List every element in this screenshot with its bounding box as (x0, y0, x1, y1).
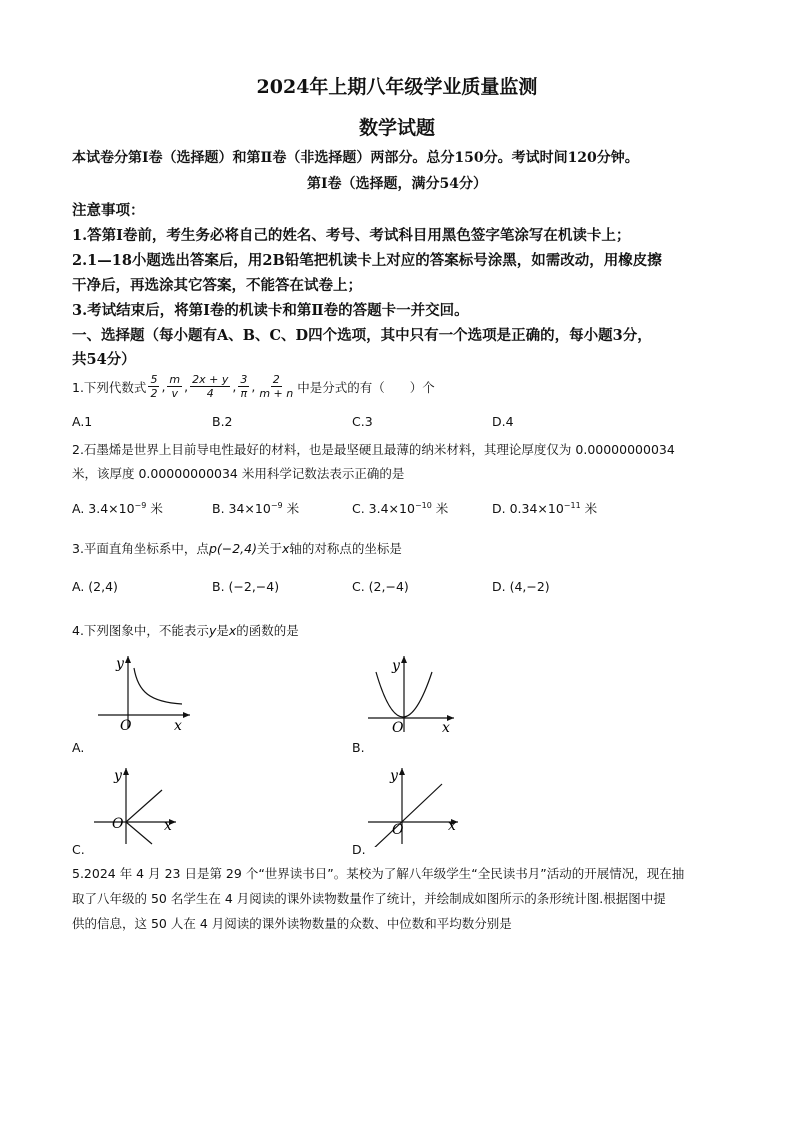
q2-line-2: 米，该厚度 0.00000000034 米用科学记数法表示正确的是 (72, 466, 405, 481)
q4-graph-c (90, 762, 180, 847)
section1-line1: 一、选择题（每小题有A、B、C、D四个选项，其中只有一个选项是正确的，每小题3分， (72, 327, 652, 344)
q1-option-b[interactable]: B.2 (212, 414, 233, 429)
q1-fraction-3: $\frac{2x + y}{4}$ (192, 373, 229, 400)
q1-option-a[interactable]: A.1 (72, 414, 93, 429)
svg-text:y: y (392, 658, 400, 674)
q2-line-1: 2.石墨烯是世界上目前导电性最好的材料，也是最坚硬且最薄的纳米材料，其理论厚度仅为 0.00000000034 (72, 442, 675, 457)
q4-option-c[interactable]: C. (72, 842, 85, 857)
question-1: 1.下列代数式 $\frac{5}{2}$ , $\frac{m}{v}$ , $\frac{2x + y}{4}$ , $\frac{3}{\pi}$ , $\frac{2}{m + n}$ 中是分式的有（ ）个 (72, 373, 435, 400)
exam-subject: 数学试题 (358, 117, 435, 139)
q4-graph-a (90, 650, 200, 735)
q3-option-d[interactable]: D. (4,−2) (492, 579, 550, 594)
q2-option-b[interactable]: B. $34\times 10^{-9}$ 米 (212, 500, 300, 516)
q2-option-d[interactable]: D. $0.34\times 10^{-11}$ 米 (492, 500, 598, 516)
part1-heading: 第Ⅰ卷（选择题，满分54分） (306, 176, 488, 192)
q4-option-a[interactable]: A. (72, 740, 85, 755)
svg-text:O: O (120, 718, 132, 734)
q2-option-c[interactable]: C. $3.4\times 10^{-10}$ 米 (352, 500, 449, 516)
note-2b: 干净后，再选涂其它答案，不能答在试卷上； (72, 277, 362, 294)
q5-line-1: 5.2024 年 4 月 23 日是第 29 个“世界读书日”。某校为了解八年级学生“全民读书月”活动的开展情况，现在抽 (72, 866, 685, 881)
q1-option-c[interactable]: C.3 (352, 414, 373, 429)
svg-text:x: x (442, 720, 450, 735)
q2-option-a[interactable]: A. $3.4\times 10^{-9}$ 米 (72, 500, 163, 516)
note-1: 1.答第Ⅰ卷前，考生务必将自己的姓名、考号、考试科目用黑色签字笔涂写在机读卡上； (72, 227, 631, 244)
q4-option-b[interactable]: B. (352, 740, 365, 755)
svg-text:y: y (114, 768, 122, 784)
q5-line-2: 取了八年级的 50 名学生在 4 月阅读的课外读物数量作了统计，并绘制成如图所示的条形统计图.根据图中提 (72, 891, 666, 906)
note-3: 3.考试结束后，将第Ⅰ卷的机读卡和第Ⅱ卷的答题卡一并交回。 (72, 302, 469, 319)
exam-title: 2024年上期八年级学业质量监测 (256, 76, 538, 98)
svg-text:O: O (392, 822, 404, 838)
note-2a: 2.1—18小题选出答案后，用2B铅笔把机读卡上对应的答案标号涂黑，如需改动，用橡皮擦 (72, 252, 662, 269)
section1-line2: 共54分） (72, 351, 136, 368)
svg-text:O: O (392, 720, 404, 735)
q3-point: p(−2,4) (208, 541, 257, 556)
question-3: 3.平面直角坐标系中，点p(−2,4)关于x轴的对称点的坐标是 (72, 541, 402, 556)
q4-graph-b (362, 650, 462, 735)
svg-text:O: O (112, 816, 124, 832)
svg-text:y: y (390, 768, 398, 784)
q3-option-c[interactable]: C. (2,−4) (352, 579, 409, 594)
q1-fraction-2: $\frac{m}{v}$ (169, 373, 181, 400)
q1-suffix: 中是分式的有（ ）个 (297, 379, 435, 395)
exam-intro: 本试卷分第Ⅰ卷（选择题）和第Ⅱ卷（非选择题）两部分。总分150分。考试时间120分钟。 (72, 150, 639, 166)
svg-text:x: x (164, 818, 172, 834)
q1-fraction-4: $\frac{3}{\pi}$ (240, 373, 248, 400)
notes-heading: 注意事项： (72, 202, 145, 219)
q3-option-a[interactable]: A. (2,4) (72, 579, 118, 594)
q1-option-d[interactable]: D.4 (492, 414, 514, 429)
q5-line-3: 供的信息，这 50 人在 4 月阅读的课外读物数量的众数、中位数和平均数分别是 (72, 916, 512, 931)
svg-text:y: y (116, 656, 124, 672)
svg-text:x: x (174, 718, 182, 734)
q1-fraction-1: $\frac{5}{2}$ (150, 373, 158, 400)
svg-text:x: x (448, 818, 456, 834)
q4-option-d[interactable]: D. (352, 842, 366, 857)
q4-graph-d (362, 762, 462, 847)
q3-option-b[interactable]: B. (−2,−4) (212, 579, 280, 594)
q1-prefix: 1.下列代数式 (72, 379, 147, 395)
q1-fraction-5: $\frac{2}{m + n}$ (259, 373, 294, 400)
question-4: 4.下列图象中，不能表示y是x的函数的是 (72, 623, 299, 638)
